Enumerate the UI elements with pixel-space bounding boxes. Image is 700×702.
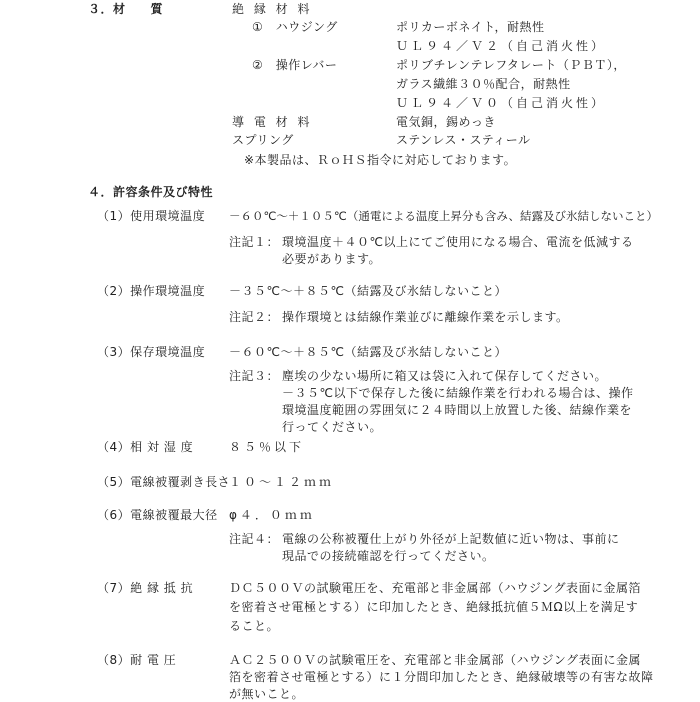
spring-value: ステンレス・スティール: [396, 133, 531, 147]
note3-line1: 塵埃の少ない場所に箱又は袋に入れて保存してください。: [282, 369, 608, 383]
item3-label: （3）保存環境温度: [97, 345, 206, 359]
item8-line1: ＡＣ２５００Ｖの試験電圧を、充電部と非金属部（ハウジング表面に金属: [229, 653, 641, 667]
housing-rating: ＵＬ９４／Ｖ２（自己消火性）: [396, 39, 607, 53]
housing-material: ポリカーボネイト，耐熱性: [396, 20, 545, 34]
note1-label: 注記１：: [229, 235, 280, 249]
item2-label: （2）操作環境温度: [97, 284, 206, 298]
item8-line3: が無いこと。: [229, 687, 305, 701]
note3-line4: 行ってください。: [282, 420, 383, 434]
item1-label: （1）使用環境温度: [97, 209, 206, 223]
item7-line3: ること。: [229, 619, 280, 633]
section3-heading: ３．材 質: [88, 2, 164, 16]
section4-heading: ４．許容条件及び特性: [88, 185, 214, 199]
conductor-material-label: 導 電 材 料: [232, 115, 313, 129]
item3-value: －６０℃～＋８５℃（結露及び氷結しないこと）: [229, 345, 507, 359]
item6-label: （6）電線被覆最大径: [97, 508, 218, 522]
item5-value: １０～１２ｍｍ: [229, 475, 335, 489]
lever-label: ② 操作レバー: [252, 58, 338, 72]
note1-line2: 必要があります。: [282, 252, 382, 266]
conductor-material-value: 電気銅，錫めっき: [396, 115, 496, 129]
lever-glass-fiber: ガラス繊維３０％配合，耐熱性: [396, 77, 571, 91]
item7-line1: ＤＣ５００Ｖの試験電圧を、充電部と非金属部（ハウジング表面に金属箔: [229, 581, 641, 595]
note2-label: 注記２：: [229, 310, 280, 324]
item8-line2: 箔を密着させ電極とする）に１分間印加したとき、絶縁破壊等の有害な故障: [229, 670, 654, 684]
item1-value: －６０℃～＋１０５℃（通電による温度上昇分も含み、結露及び氷結しないこと）: [229, 209, 659, 223]
lever-material: ポリブチレンテレフタレート（ＰＢＴ），: [396, 58, 626, 72]
item8-label: （8）耐 電 圧: [97, 653, 177, 667]
note4-line2: 現品での接続確認を行ってください。: [282, 549, 495, 563]
note3-line2: －３５℃以下で保存した後に結線作業を行われる場合は、操作: [282, 386, 634, 400]
note1-line1: 環境温度＋４０℃以上にてご使用になる場合、電流を低減する: [282, 235, 634, 249]
insulation-material-label: 絶 縁 材 料: [232, 2, 313, 16]
note4-label: 注記４：: [229, 532, 280, 546]
rohs-note: ※本製品は、ＲｏＨＳ指令に対応しております。: [244, 153, 517, 167]
housing-label: ① ハウジング: [252, 20, 338, 34]
item7-label: （7）絶 縁 抵 抗: [97, 581, 194, 595]
note2-line1: 操作環境とは結線作業並びに離線作業を示します。: [282, 310, 569, 324]
note3-line3: 環境温度範囲の雰囲気に２４時間以上放置した後、結線作業を: [282, 403, 633, 417]
spring-label: スプリング: [232, 133, 294, 147]
note3-label: 注記３：: [229, 369, 280, 383]
item2-value: －３５℃～＋８５℃（結露及び氷結しないこと）: [229, 284, 507, 298]
item4-label: （4）相 対 湿 度: [97, 440, 194, 454]
item6-value: φ４．０ｍｍ: [229, 508, 315, 522]
note4-line1: 電線の公称被覆仕上がり外径が上記数値に近い物は、事前に: [282, 532, 620, 546]
lever-rating: ＵＬ９４／Ｖ０（自己消火性）: [396, 96, 607, 110]
item4-value: ８５％以下: [229, 440, 305, 454]
item7-line2: を密着させ電極とする）に印加したとき、絶縁抵抗値５ＭΩ以上を満足す: [229, 600, 639, 614]
item5-label: （5）電線被覆剥き長さ: [97, 475, 231, 489]
